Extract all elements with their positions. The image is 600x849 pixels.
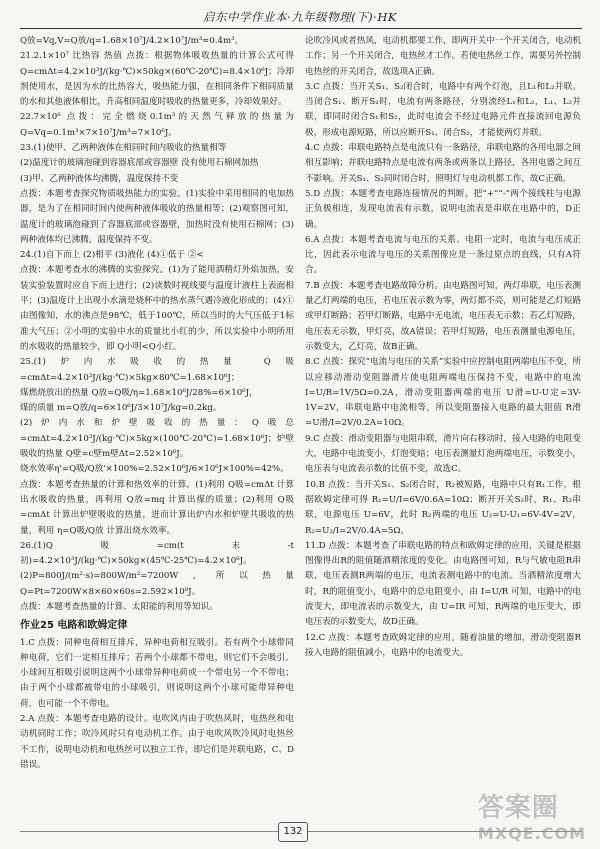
answer-paragraph: (2)炉内水和炉壁吸收的热量：Q吸总=cmΔt=4.2×10³J/(kg·℃)×5kg×(100℃-20℃)=1.68×10⁶J；炉壁吸收的热量 Q壁=c壁m壁Δt=2.52×10⁶J。 — [20, 418, 294, 460]
header-divider — [20, 28, 582, 29]
answer-paragraph: 煤燃烧放出的热量 Q放=Q吸/η=1.68×10⁶J/28%=6×10⁶J， — [20, 387, 258, 398]
answer-paragraph: 26.(1)Q吸=cm(t末-t初)=4.2×10³J/(kg·℃)×50kg×(45℃-25℃)=4.2×10⁶J。 — [20, 540, 294, 567]
answer-paragraph: 5.D 点拨：本题考查电路连接情况的判断。把“+”“-”两个接线柱与电源正负极相连，发现电流表有示数，说明电流表是串联在电路中的，D正确。 — [305, 188, 581, 230]
answer-paragraph: 23.(1)使甲、乙两种液体在相同时间内吸收的热量相等 — [20, 143, 227, 154]
answer-paragraph: (2)温度计的玻璃泡碰到容器底部或容器壁 没有使用石棉网加热 — [20, 158, 259, 169]
answer-paragraph: 烧水效率η'=Q吸/Q放'×100%=2.52×10⁶J/6×10⁶J×100%=42%。 — [20, 464, 289, 475]
answer-paragraph: 3.C 点拨：当开关S₁、S₂闭合时，电路中有两个灯泡，且L₁和L₂并联。当闭合S₁、断开S₂时，电流有两条路径，分别流经L₁和L₂，L₁、L₂并联，即同时闭合S₁和S₂，此时电流会不经过电路元件直接流回电源负极，形成电源短路，所以应断开S₁、闭合S₂，才能使两灯并联。 — [305, 81, 581, 138]
answer-paragraph: 24.(1)自下而上 (2)相平 (3)液化 (4)①低于 ②< — [20, 250, 204, 261]
answer-paragraph: 4.C 点拨：串联电路特点是电流只有一条路径，串联电路的各用电器之间相互影响；并联电路特点是电流有两条或两条以上路径，各用电器之间互不影响。开关S₁、S₂同时闭合时，照明灯与电动机都工作，故C正确。 — [305, 143, 581, 184]
answer-paragraph: 2.A 点拨：本题考查电路的设计。电吹风内由于吹热风时，电热丝和电动机同时工作；吹冷风时只有电动机工作。由于电吹风吹冷风时电热丝不工作，说明电动机和电热丝可以独立工作，即它们是并联电路，C、D错误。 — [20, 714, 294, 770]
answer-paragraph: (2)P=800J/(m²·s)=800W/m²=7200W，所以热量 Q=Pt=7200W×8×60×60s=2.592×10⁸J。 — [20, 571, 294, 597]
answer-paragraph: 11.D 点拨：本题考查了串联电路的特点和欧姆定律的应用，关键是根据图像得出R的阻值随酒精浓度的变化。由电路图可知，R与气敏电阻R串联，电压表测R两端的电压，电流表测电路中的电流。当酒精浓度增大时，R的阻值变小，电路中的总电阻变小，由 I=U/R 可知，电路中的电流变大，即电流表的示数变大，由 U=IR 可知，R两端的电压变大，即电压表的示数变大，故D正确。 — [305, 540, 581, 628]
answer-paragraph: 1.C 点拨：同种电荷相互排斥，异种电荷相互吸引。若有两个小球带同种电荷，它们一定相互排斥；若两个小球都不带电，则它们不会吸引。小球间互相吸引说明这两个小球带异种电荷或一个带电另一个不带电；由于两个小球都被带电的小球吸引，则说明这两个小球可能带异种电荷，也可能一个不带电。 — [20, 637, 294, 709]
answer-paragraph: 10.B 点拨：当开关S₁、S₂闭合时，R₂被短路，电路中只有R₁工作，根据欧姆定律可得 R₁=U/I=6V/0.6A=10Ω；断开开关S₂时，R₁、R₂串联，电源电压 U=6V，此时 R₂两端的电压 U₂=U-U₁=6V-4V=2V，R₂=U₂/I=2V/0.4A=5Ω。 — [305, 479, 581, 536]
answer-paragraph: 点拨：本题考查热量的计算、太阳能的利用等知识。 — [20, 601, 218, 612]
answer-paragraph: 7.B 点拨：本题考查电路故障分析。由电路图可知，两灯串联，电压表测量乙灯两端的电压，若电压表示数为零，两灯都不亮，则可能是乙灯短路或甲灯断路；若甲灯断路，电路中无电流，电压表无示数；若乙灯短路，电压表无示数，甲灯亮，故A错误；若甲灯短路，电压表测量电源电压，示数变大，乙灯亮，故B正确。 — [305, 280, 581, 352]
watermark-text: 答案圈 — [477, 793, 559, 823]
right-column — [305, 34, 581, 824]
answer-paragraph: 点拨：本题考查热量的计算和热效率的计算。(1)利用 Q吸=cmΔt 计算出水吸收的热量，再利用 Q放=mq 计算出煤的质量；(2)利用 Q吸=cmΔt 计算出炉壁吸收的热量，进而计算出炉内水和炉壁共吸收的热量，利用 η=Q吸/Q放 计算出烧水效率。 — [20, 479, 294, 536]
answer-paragraph: Q放=Vq,V=Q放/q=1.68×10⁷J/4.2×10⁷J/m³≈0.4m³。 — [20, 36, 244, 46]
answer-paragraph: 9.C 点拨：滑动变阻器与电阻串联，滑片向右移动时，接入电路的电阻变大，电路中电流变小，灯泡变暗；电压表测量灯泡两端电压，示数变小，电压表与电流表示数的比值不变，故选C。 — [305, 433, 581, 475]
page-header — [0, 0, 600, 30]
answer-paragraph: 8.C 点拨：探究“电流与电压的关系”实验中应控制电阻两端电压不变，所以应移动滑动变阻器滑片使电阻两端电压保持不变，电路中的电流 I=U/R=1V/5Ω=0.2A，滑动变阻器两端的电压 U滑=U-U定=3V-1V=2V，串联电路中电流相等，所以变阻器接入电路的最大阻值 R滑=U滑/I=2V/0.2A=10Ω。 — [305, 357, 581, 429]
answer-paragraph: 12.C 点拨：本题考查欧姆定律的应用。随着油量的增加，滑动变阻器R接入电路的阻值减小，电路中的电流变大。 — [305, 632, 581, 658]
answer-paragraph: 点拨：本题考查水的沸腾的实验探究。(1)为了能用酒精灯外焰加热，安装实验装置时应自下而上进行；(2)读数时视线要与温度计液柱上表面相平；(3)温度计上出现小水滴是烧杯中的热水蒸气遇冷液化形成的；(4)①由图像知，水的沸点是98℃，低于100℃，所以当时的大气压低于1标准大气压；②小明的实验中水的质量比小红的少，所以实验中小明所用的水吸收的热量较少，即 Q小明<Q小红。 — [20, 265, 294, 352]
page-number: 132 — [278, 822, 308, 842]
left-column — [20, 34, 294, 824]
answer-paragraph: 25.(1)炉内水吸收的热量 Q吸=cmΔt=4.2×10³J/(kg·℃)×5kg×80℃=1.68×10⁶J； — [20, 357, 294, 383]
watermark-subtext: MXQE.COM — [477, 824, 586, 843]
answer-paragraph: (3)甲、乙两种液体均沸腾，温度保持不变 — [20, 173, 179, 184]
answer-paragraph: 22.7×10⁶ 点拨：完全燃烧0.1m³的天然气释放的热量为 Q=Vq=0.1m³×7×10⁷J/m³=7×10⁶J。 — [20, 112, 294, 138]
header-title: 启东中学作业本·九年级物理(下)·HK — [203, 10, 397, 24]
answer-paragraph: 6.A 点拨：本题考查电流与电压的关系。电阻一定时，电流与电压成正比，因此表示电流与电压的关系图像应是一条过原点的直线，只有A符合。 — [305, 234, 581, 276]
answer-paragraph: 煤的质量 m=Q放/q=6×10⁶J/3×10⁷J/kg=0.2kg。 — [20, 403, 222, 414]
watermark-logo — [478, 787, 586, 843]
answer-paragraph: 论吹冷风或者热风，电动机都要工作，即两开关中一个开关闭合，电动机工作；另一个开关闭合，电热丝才工作。若使电热丝工作，需要另外控制电热丝的开关闭合，故选项A正确。 — [305, 36, 581, 77]
answer-paragraph: 点拨：本题考查探究物质吸热能力的实验。(1)实验中采用相同的电加热器，是为了在相同时间内使两种液体吸收的热量相等；(2)观察图可知，温度计的玻璃泡碰到了容器底部或容器壁，加热时没有使用石棉网；(3)两种液体均已沸腾，温度保持不变。 — [20, 188, 294, 245]
answer-paragraph: 21.2.1×10⁷ 比热容 热值 点拨：根据物体吸收热量的计算公式可得 Q=cmΔt=4.2×10³J/(kg·℃)×50kg×(60℃-20℃)=8.4×10⁶J；冷却剂使用水，是因为水的比热容大，吸热能力强，在相同条件下相同质量的水和其他液体相比，升高相同温度时吸收的热量更多，冷却效果好。 — [20, 51, 294, 108]
section-title: 作业25 电路和欧姆定律 — [20, 620, 128, 632]
